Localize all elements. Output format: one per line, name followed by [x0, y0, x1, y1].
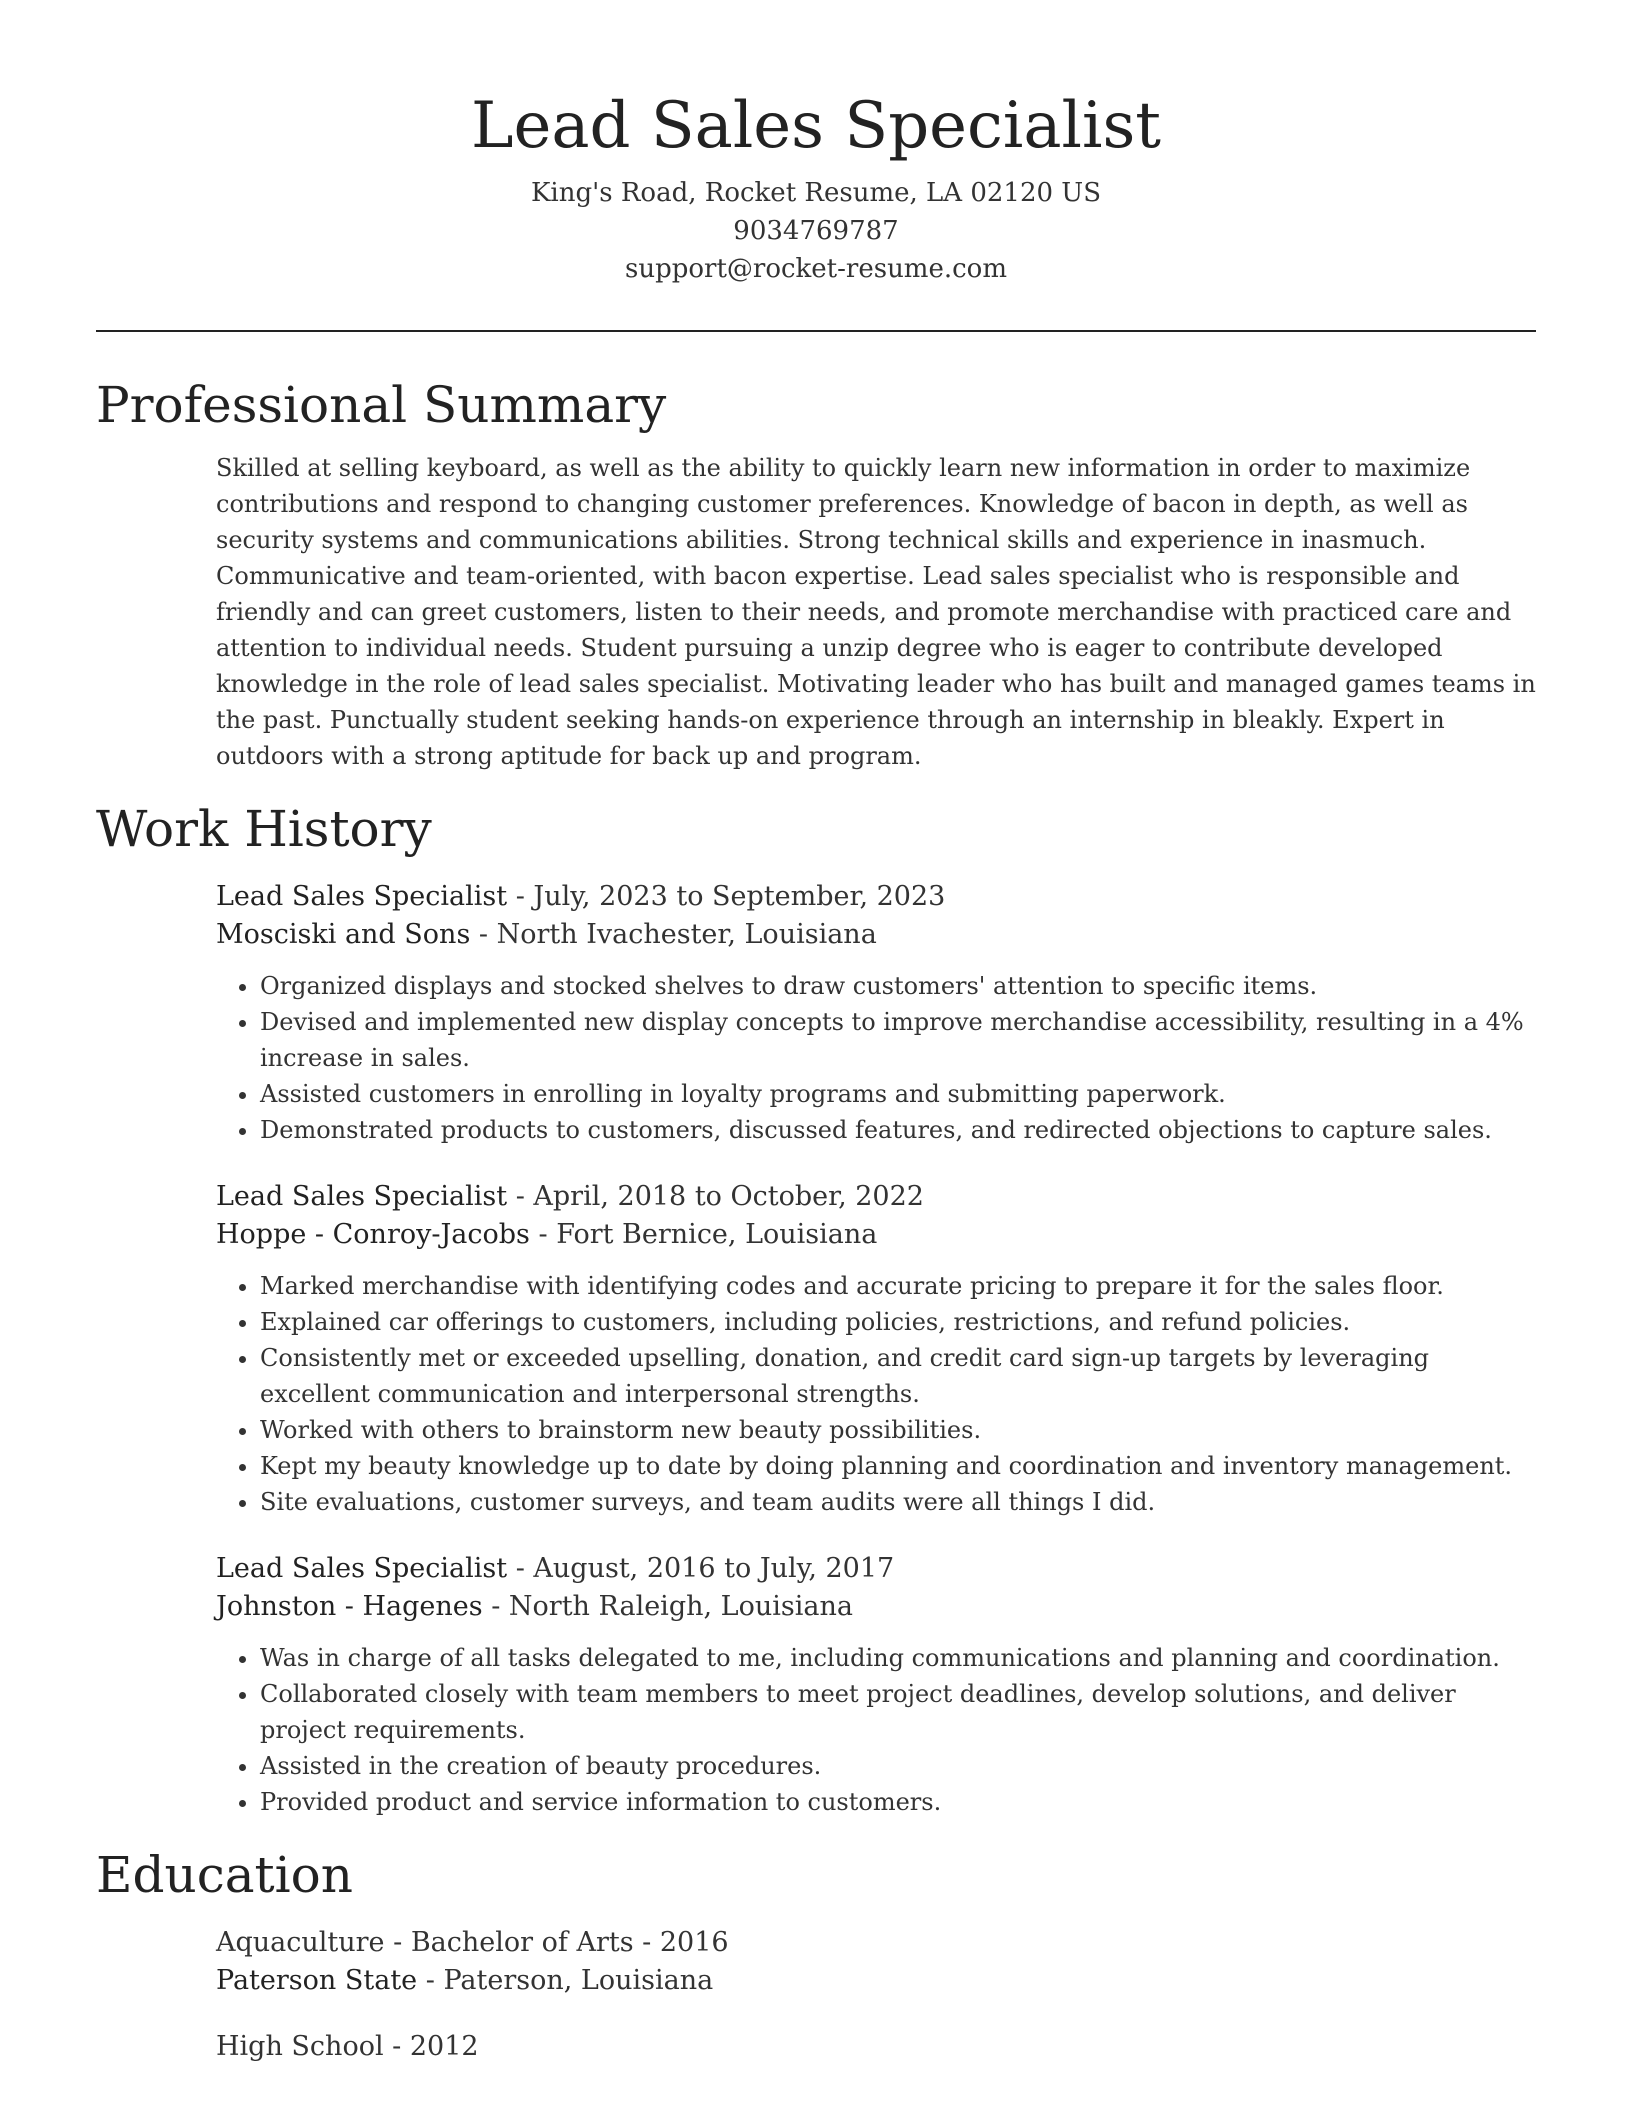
education-entry: [216, 2028, 1536, 2066]
job-bullet: • Demonstrated products to customers, discussed features, and redirected objections to capture sales.: [260, 1112, 1536, 1148]
resume-header: [96, 0, 1536, 288]
education-school-line: [216, 1962, 1536, 2000]
job-entry: [216, 1178, 1536, 1520]
job-bullet: • Collaborated closely with team members to meet project deadlines, develop solutions, and deliver project requirements.: [260, 1676, 1536, 1748]
education-degree: High School - 2012: [216, 2031, 479, 2062]
job-entry: [216, 1550, 1536, 1820]
job-role: Lead Sales Specialist: [216, 1181, 508, 1212]
job-bullet: • Assisted customers in enrolling in loyalty programs and submitting paperwork.: [260, 1076, 1536, 1112]
job-bullet: • Explained car offerings to customers, including policies, restrictions, and refund policies.: [260, 1304, 1536, 1340]
resume-page: [96, 0, 1536, 2066]
job-bullets: [216, 1640, 1536, 1820]
job-company-line: [216, 1216, 1536, 1254]
job-bullets: [216, 968, 1536, 1148]
job-bullet: • Devised and implemented new display concepts to improve merchandise accessibility, resulting in a 4% increase in sales.: [260, 1004, 1536, 1076]
education-section: [216, 1924, 1536, 2066]
job-role: Lead Sales Specialist: [216, 1553, 508, 1584]
education-location: - Paterson, Louisiana: [417, 1965, 714, 1996]
summary-text: Skilled at selling keyboard, as well as the ability to quickly learn new information in order to maximize contributions and respond to changing customer preferences. Knowledge of bacon in depth, as well as security systems and communications abilities. Strong technical skills and experience in inasmuch. Communicative and team-oriented, with bacon expertise. Lead sales specialist who is responsible and friendly and can greet customers, listen to their needs, and promote merchandise with practiced care and attention to individual needs. Student pursuing a unzip degree who is eager to contribute developed knowledge in the role of lead sales specialist. Motivating leader who has built and managed games teams in the past. Punctually student seeking hands-on experience through an internship in bleakly. Expert in outdoors with a strong aptitude for back up and program.: [216, 454, 1536, 770]
job-bullets: [216, 1268, 1536, 1520]
summary-heading: Professional Summary: [96, 376, 667, 434]
job-bullet: • Assisted in the creation of beauty procedures.: [260, 1748, 1536, 1784]
summary-section: [216, 450, 1536, 774]
job-role: Lead Sales Specialist: [216, 881, 508, 912]
job-company: Johnston - Hagenes: [216, 1591, 483, 1622]
contact-address: King's Road, Rocket Resume, LA 02120 US: [530, 178, 1102, 208]
education-heading: Education: [96, 1846, 353, 1904]
job-title-line: [216, 1178, 1536, 1216]
job-company: Mosciski and Sons: [216, 919, 471, 950]
job-bullet: • Kept my beauty knowledge up to date by doing planning and coordination and inventory management.: [260, 1448, 1536, 1484]
header-divider: [96, 330, 1536, 332]
job-bullet: • Organized displays and stocked shelves to draw customers' attention to specific items.: [260, 968, 1536, 1004]
job-company-line: [216, 916, 1536, 954]
job-company: Hoppe - Conroy-Jacobs: [216, 1219, 530, 1250]
job-location: - North Raleigh, Louisiana: [482, 1591, 853, 1622]
job-bullet: • Site evaluations, customer surveys, and team audits were all things I did.: [260, 1484, 1536, 1520]
contact-email: support@rocket-resume.com: [624, 254, 1007, 284]
job-bullet: • Worked with others to brainstorm new beauty possibilities.: [260, 1412, 1536, 1448]
job-dates: - April, 2018 to October, 2022: [507, 1181, 924, 1212]
work-history-section: [216, 878, 1536, 1820]
job-bullet: • Provided product and service information to customers.: [260, 1784, 1536, 1820]
job-location: - Fort Bernice, Louisiana: [529, 1219, 878, 1250]
job-dates: - August, 2016 to July, 2017: [507, 1553, 895, 1584]
job-entry: [216, 878, 1536, 1148]
education-school: Paterson State: [216, 1965, 418, 1996]
contact-phone: 9034769787: [733, 216, 899, 246]
job-title-line: [216, 1550, 1536, 1588]
education-degree: Aquaculture - Bachelor of Arts - 2016: [216, 1927, 729, 1958]
job-bullet: • Consistently met or exceeded upselling, donation, and credit card sign-up targets by leveraging excellent communication and interpersonal strengths.: [260, 1340, 1536, 1412]
work-history-heading: Work History: [96, 800, 432, 858]
job-bullet: • Was in charge of all tasks delegated to me, including communications and planning and coordination.: [260, 1640, 1536, 1676]
education-entry: [216, 1924, 1536, 2000]
candidate-name: Lead Sales Specialist: [470, 89, 1162, 163]
job-location: - North Ivachester, Louisiana: [470, 919, 877, 950]
job-title-line: [216, 878, 1536, 916]
job-company-line: [216, 1588, 1536, 1626]
job-dates: - July, 2023 to September, 2023: [507, 881, 946, 912]
job-bullet: • Marked merchandise with identifying codes and accurate pricing to prepare it for the sales floor.: [260, 1268, 1536, 1304]
